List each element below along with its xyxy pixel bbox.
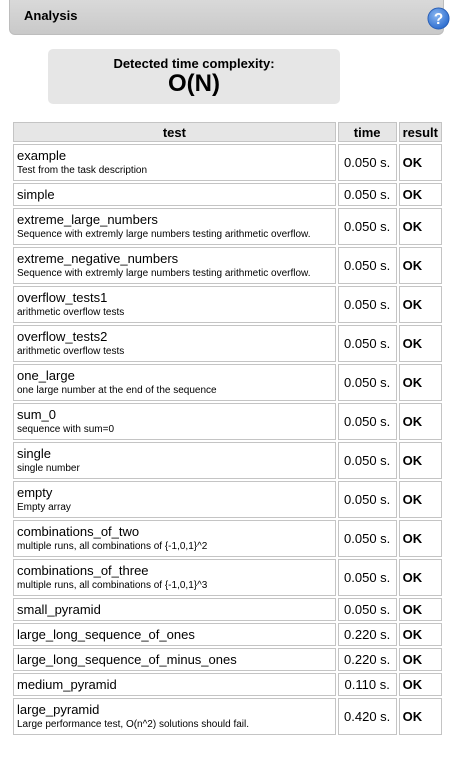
test-description: multiple runs, all combinations of {-1,0,1}^3 — [17, 580, 208, 591]
test-name-cell — [13, 144, 336, 181]
test-result: OK — [399, 481, 442, 518]
table-row — [13, 442, 442, 479]
test-result: OK — [399, 325, 442, 362]
test-name: extreme_negative_numbers — [17, 251, 179, 266]
test-result: OK — [399, 286, 442, 323]
test-name: large_pyramid — [17, 702, 100, 717]
test-result: OK — [399, 520, 442, 557]
test-name-cell — [13, 403, 336, 440]
test-name: example — [17, 148, 67, 163]
test-time: 0.050 s. — [338, 559, 397, 596]
test-result: OK — [399, 673, 442, 696]
table-row — [13, 598, 442, 621]
test-name: empty — [17, 485, 53, 500]
test-name-cell — [13, 559, 336, 596]
test-result: OK — [399, 144, 442, 181]
table-row — [13, 673, 442, 696]
test-name-cell — [13, 673, 336, 696]
test-description: Empty array — [17, 502, 71, 513]
panel-title: Analysis — [24, 8, 78, 23]
test-time: 0.050 s. — [338, 364, 397, 401]
test-time: 0.050 s. — [338, 442, 397, 479]
test-name-cell — [13, 247, 336, 284]
test-description: sequence with sum=0 — [17, 424, 115, 435]
test-name: overflow_tests1 — [17, 290, 108, 305]
test-name: single — [17, 446, 51, 461]
table-row — [13, 481, 442, 518]
test-description: Large performance test, O(n^2) solutions should fail. — [17, 719, 250, 730]
table-row — [13, 286, 442, 323]
test-name: simple — [17, 186, 55, 202]
table-body — [13, 144, 442, 735]
table-row — [13, 144, 442, 181]
table-header-row — [13, 122, 442, 142]
test-name: medium_pyramid — [17, 676, 117, 692]
table-row — [13, 559, 442, 596]
test-result: OK — [399, 698, 442, 735]
test-result: OK — [399, 559, 442, 596]
header-result: result — [399, 122, 442, 142]
svg-text:?: ? — [433, 10, 444, 28]
test-result: OK — [399, 403, 442, 440]
test-time: 0.220 s. — [338, 623, 397, 646]
test-name-cell — [13, 648, 336, 671]
test-name: large_long_sequence_of_ones — [17, 626, 195, 642]
test-time: 0.050 s. — [338, 286, 397, 323]
test-time: 0.050 s. — [338, 598, 397, 621]
test-description: single number — [17, 463, 80, 474]
test-name: combinations_of_three — [17, 563, 149, 578]
header-test: test — [13, 122, 336, 142]
table-row — [13, 623, 442, 646]
test-result: OK — [399, 442, 442, 479]
table-row — [13, 325, 442, 362]
test-result: OK — [399, 208, 442, 245]
test-description: Test from the task description — [17, 165, 148, 176]
table-row — [13, 208, 442, 245]
test-time: 0.110 s. — [338, 673, 397, 696]
test-description: arithmetic overflow tests — [17, 346, 125, 357]
test-name-cell — [13, 442, 336, 479]
table-row — [13, 698, 442, 735]
test-result: OK — [399, 623, 442, 646]
test-time: 0.050 s. — [338, 247, 397, 284]
test-description: one large number at the end of the sequence — [17, 385, 217, 396]
test-name-cell — [13, 286, 336, 323]
test-result: OK — [399, 364, 442, 401]
test-description: Sequence with extremly large numbers testing arithmetic overflow. — [17, 268, 311, 279]
test-time: 0.050 s. — [338, 208, 397, 245]
test-time: 0.050 s. — [338, 520, 397, 557]
test-results-table — [11, 120, 444, 737]
analysis-panel-header — [9, 0, 444, 35]
test-name: extreme_large_numbers — [17, 212, 158, 227]
help-icon[interactable] — [427, 7, 450, 30]
test-name: large_long_sequence_of_minus_ones — [17, 651, 237, 667]
header-time: time — [338, 122, 397, 142]
test-time: 0.050 s. — [338, 403, 397, 440]
test-name: one_large — [17, 368, 75, 383]
test-time: 0.220 s. — [338, 648, 397, 671]
test-result: OK — [399, 598, 442, 621]
complexity-box — [48, 49, 340, 104]
test-name-cell — [13, 598, 336, 621]
test-name-cell — [13, 364, 336, 401]
test-description: Sequence with extremly large numbers testing arithmetic overflow. — [17, 229, 311, 240]
test-description: arithmetic overflow tests — [17, 307, 125, 318]
complexity-value: O(N) — [168, 70, 220, 97]
test-name-cell — [13, 698, 336, 735]
table-row — [13, 648, 442, 671]
table-row — [13, 364, 442, 401]
test-time: 0.050 s. — [338, 325, 397, 362]
test-name-cell — [13, 325, 336, 362]
test-name-cell — [13, 481, 336, 518]
test-name-cell — [13, 623, 336, 646]
test-result: OK — [399, 247, 442, 284]
test-time: 0.050 s. — [338, 183, 397, 206]
table-row — [13, 520, 442, 557]
table-row — [13, 403, 442, 440]
test-description: multiple runs, all combinations of {-1,0,1}^2 — [17, 541, 208, 552]
test-name: combinations_of_two — [17, 524, 140, 539]
test-name-cell — [13, 520, 336, 557]
table-row — [13, 183, 442, 206]
test-result: OK — [399, 183, 442, 206]
table-row — [13, 247, 442, 284]
test-name-cell — [13, 183, 336, 206]
test-result: OK — [399, 648, 442, 671]
test-time: 0.420 s. — [338, 698, 397, 735]
test-time: 0.050 s. — [338, 144, 397, 181]
test-name-cell — [13, 208, 336, 245]
test-name: small_pyramid — [17, 601, 101, 617]
test-name: sum_0 — [17, 407, 57, 422]
test-name: overflow_tests2 — [17, 329, 108, 344]
complexity-label: Detected time complexity: — [113, 56, 275, 71]
test-time: 0.050 s. — [338, 481, 397, 518]
